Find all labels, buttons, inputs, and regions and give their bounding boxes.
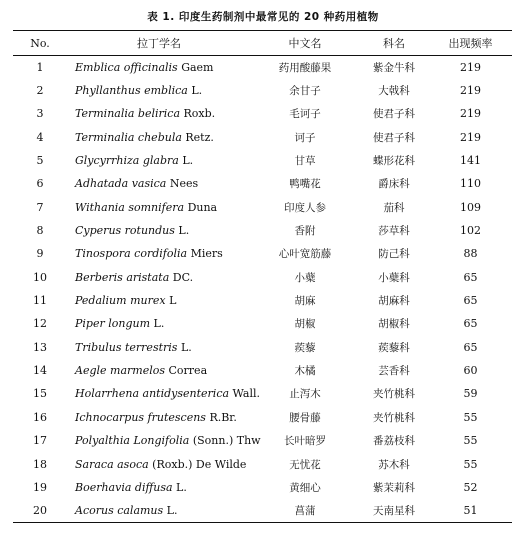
table-row (13, 382, 512, 405)
cell-genus-species: Pedalium murex (75, 294, 166, 308)
cell-genus-species: Aegle marmelos (75, 364, 165, 378)
cell-family: 紫金牛科 (373, 61, 415, 74)
cell-author: Duna (187, 200, 218, 214)
cell-no: 16 (33, 410, 47, 424)
cell-no: 13 (33, 340, 47, 354)
cell-chinese-name: 印度人参 (284, 201, 326, 214)
cell-latin-name (67, 242, 251, 265)
cell-author: L (169, 294, 177, 308)
cell-family: 夹竹桃科 (373, 411, 415, 424)
cell-latin-name (67, 476, 251, 499)
table-row (13, 336, 512, 359)
cell-genus-species: Saraca asoca (75, 457, 149, 471)
cell-frequency: 88 (463, 247, 478, 261)
cell-genus-species: Piper longum (75, 317, 151, 331)
cell-no: 18 (33, 457, 47, 471)
cell-latin-name (67, 312, 251, 335)
table-row (13, 219, 512, 242)
cell-family: 大戟科 (378, 85, 410, 98)
cell-chinese-name: 药用酸藤果 (278, 61, 332, 74)
cell-chinese-name: 心叶宽筋藤 (278, 248, 332, 261)
cell-genus-species: Cyperus rotundus (75, 224, 175, 238)
cell-author: L. (176, 480, 187, 494)
cell-genus-species: Phyllanthus emblica (75, 84, 188, 98)
cell-author: L. (191, 84, 203, 98)
cell-genus-species: Holarrhena antidysenterica (75, 387, 230, 401)
cell-frequency: 110 (460, 177, 481, 191)
table-row (13, 126, 512, 149)
cell-frequency: 65 (463, 294, 478, 308)
cell-author: Roxb. (183, 107, 216, 121)
cell-genus-species: Berberis aristata (75, 270, 170, 284)
cell-chinese-name: 余甘子 (289, 85, 321, 98)
cell-genus-species: Boerhavia diffusa (75, 480, 173, 494)
cell-chinese-name: 黄细心 (289, 481, 321, 494)
cell-author: L. (178, 224, 190, 238)
table-row (13, 429, 512, 452)
table-body (13, 56, 512, 523)
cell-family: 茄科 (383, 201, 405, 214)
cell-latin-name (67, 126, 251, 149)
cell-frequency: 51 (429, 499, 512, 522)
cell-no: 9 (36, 247, 44, 261)
cell-latin-name (67, 359, 251, 382)
cell-no: 6 (36, 177, 44, 191)
cell-frequency: 109 (460, 200, 481, 214)
cell-family: 天南星科 (359, 499, 429, 522)
cell-genus-species: Polyalthia Longifolia (75, 434, 190, 448)
cell-author: Gaem (181, 60, 214, 74)
cell-family: 小蘗科 (378, 271, 410, 284)
cell-author: Miers (190, 247, 223, 261)
header-chinese-name: 中文名 (251, 31, 359, 56)
table-row (13, 242, 512, 265)
cell-latin-name (67, 149, 251, 172)
cell-latin-name (67, 219, 251, 242)
cell-no: 5 (36, 154, 44, 168)
cell-latin-name (67, 289, 251, 312)
cell-latin-name (67, 452, 251, 475)
cell-latin-name (67, 56, 251, 79)
table-row (13, 476, 512, 499)
cell-family: 蝶形花科 (373, 155, 415, 168)
cell-no: 11 (33, 294, 47, 308)
cell-author: Retz. (185, 130, 214, 144)
cell-frequency: 102 (460, 224, 481, 238)
table-row (13, 406, 512, 429)
cell-genus-species: Adhatada vasica (75, 177, 167, 191)
cell-family: 胡麻科 (378, 295, 410, 308)
cell-frequency: 59 (463, 387, 478, 401)
table-row (13, 312, 512, 335)
cell-author: L. (180, 340, 192, 354)
cell-no: 19 (33, 480, 47, 494)
cell-no: 10 (33, 270, 47, 284)
cell-family: 胡椒科 (378, 318, 410, 331)
cell-author: Correa (168, 364, 208, 378)
cell-frequency: 65 (463, 270, 478, 284)
cell-genus-species: Acorus calamus (75, 503, 164, 517)
cell-family: 紫茉莉科 (373, 481, 415, 494)
cell-latin-name (67, 266, 251, 289)
cell-author: L. (166, 503, 178, 517)
cell-genus-species: Withania somnifera (75, 200, 185, 214)
cell-latin-name (67, 79, 251, 102)
cell-chinese-name: 胡椒 (294, 318, 316, 331)
medicinal-plants-table (13, 30, 512, 523)
cell-genus-species: Tinospora cordifolia (75, 247, 188, 261)
table-row (13, 102, 512, 125)
header-family: 科名 (359, 31, 429, 56)
cell-latin-name (67, 499, 251, 522)
cell-author: Nees (169, 177, 199, 191)
table-row (13, 196, 512, 219)
cell-author: L. (182, 154, 194, 168)
cell-chinese-name: 甘草 (294, 155, 316, 168)
cell-author: DC. (172, 270, 194, 284)
cell-frequency: 55 (463, 434, 478, 448)
cell-author: Wall. (232, 387, 260, 401)
cell-genus-species: Terminalia chebula (75, 130, 182, 144)
cell-author: (Roxb.) De Wilde (152, 457, 247, 471)
header-latin-name: 拉丁学名 (67, 31, 251, 56)
cell-frequency: 219 (460, 60, 481, 74)
cell-chinese-name: 毛诃子 (289, 108, 321, 121)
cell-chinese-name: 木橘 (294, 365, 316, 378)
cell-no: 1 (36, 60, 44, 74)
cell-family: 芸香科 (378, 365, 410, 378)
cell-no: 17 (33, 434, 47, 448)
table-row (13, 79, 512, 102)
cell-author: L. (153, 317, 165, 331)
cell-genus-species: Ichnocarpus frutescens (75, 410, 206, 424)
table-row (13, 172, 512, 195)
cell-chinese-name: 菖蒲 (251, 499, 359, 522)
cell-genus-species: Tribulus terrestris (75, 340, 178, 354)
cell-chinese-name: 腰骨藤 (289, 411, 321, 424)
cell-no: 7 (36, 200, 44, 214)
cell-genus-species: Emblica officinalis (75, 60, 178, 74)
cell-chinese-name: 蒺藜 (294, 341, 316, 354)
cell-no: 12 (33, 317, 47, 331)
cell-family: 蒺藜科 (378, 341, 410, 354)
cell-chinese-name: 小蘗 (294, 271, 316, 284)
table-header (13, 31, 512, 56)
cell-genus-species: Glycyrrhiza glabra (75, 154, 179, 168)
cell-latin-name (67, 429, 261, 452)
cell-chinese-name: 诃子 (294, 131, 316, 144)
cell-no: 15 (33, 387, 47, 401)
cell-no: 2 (36, 84, 44, 98)
cell-frequency: 219 (460, 84, 481, 98)
cell-latin-name (67, 102, 251, 125)
cell-latin-name (67, 172, 251, 195)
cell-family: 爵床科 (378, 178, 410, 191)
cell-frequency: 65 (463, 317, 478, 331)
cell-latin-name (67, 196, 251, 219)
table-row (13, 149, 512, 172)
cell-no: 20 (13, 499, 67, 522)
cell-family: 防己科 (378, 248, 410, 261)
cell-latin-name (67, 406, 251, 429)
header-no: No. (13, 31, 67, 56)
cell-no: 4 (36, 130, 44, 144)
cell-no: 3 (36, 107, 44, 121)
cell-chinese-name: 香附 (294, 225, 316, 238)
cell-no: 14 (33, 364, 47, 378)
cell-chinese-name: 止泻木 (289, 388, 321, 401)
cell-family: 使君子科 (373, 108, 415, 121)
cell-frequency: 52 (463, 480, 478, 494)
cell-family: 莎草科 (378, 225, 410, 238)
cell-frequency: 65 (463, 340, 478, 354)
cell-chinese-name: 无忧花 (289, 458, 321, 471)
cell-family: 番荔枝科 (373, 435, 415, 448)
cell-frequency: 141 (460, 154, 481, 168)
table-row (13, 289, 512, 312)
cell-no: 8 (36, 224, 44, 238)
cell-chinese-name: 长叶暗罗 (284, 435, 326, 448)
header-frequency: 出现频率 (429, 31, 512, 56)
cell-family: 苏木科 (378, 458, 410, 471)
table-row (13, 359, 512, 382)
table-row (13, 452, 512, 475)
cell-frequency: 55 (463, 457, 478, 471)
cell-frequency: 55 (463, 410, 478, 424)
cell-chinese-name: 胡麻 (294, 295, 316, 308)
cell-chinese-name: 鸭嘴花 (289, 178, 321, 191)
cell-family: 夹竹桃科 (373, 388, 415, 401)
cell-frequency: 60 (463, 364, 478, 378)
cell-latin-name (67, 336, 251, 359)
table-caption: 表 1. 印度生药制剂中最常见的 20 种药用植物 (147, 11, 379, 23)
cell-author: (Sonn.) Thw (192, 434, 261, 448)
cell-frequency: 219 (460, 107, 481, 121)
table-row (13, 499, 512, 522)
cell-frequency: 219 (460, 130, 481, 144)
cell-author: R.Br. (209, 410, 237, 424)
table-row (13, 266, 512, 289)
cell-family: 使君子科 (373, 131, 415, 144)
table-row (13, 56, 512, 79)
cell-genus-species: Terminalia belirica (75, 107, 181, 121)
header-row (13, 31, 512, 56)
cell-latin-name (67, 382, 260, 405)
